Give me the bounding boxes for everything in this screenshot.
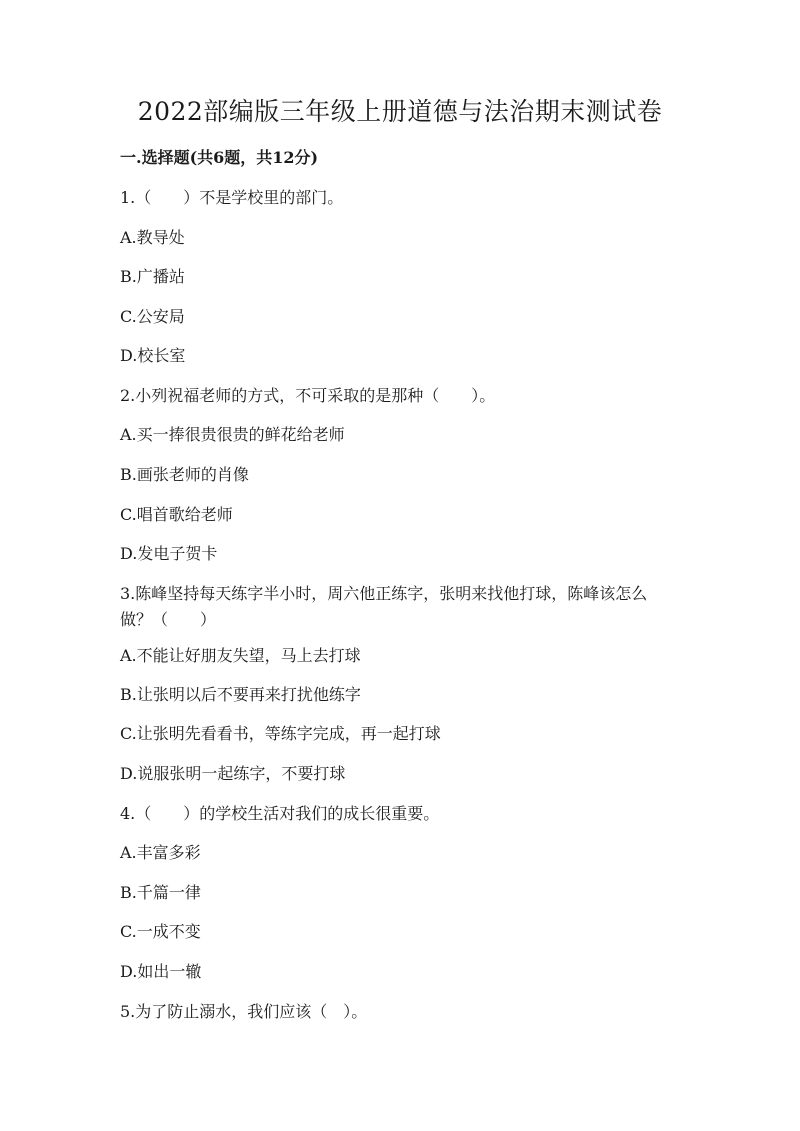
question-2-stem: 2.小列祝福老师的方式，不可采取的是那种（ ）。 xyxy=(120,386,496,405)
question-1-option-c: C.公安局 xyxy=(120,307,185,326)
question-3-option-b: B.让张明以后不要再来打扰他练字 xyxy=(120,685,361,704)
question-2-option-d: D.发电子贺卡 xyxy=(120,544,218,563)
question-4-option-b: B.千篇一律 xyxy=(120,883,201,902)
question-3-stem: 3.陈峰坚持每天练字半小时，周六他正练字，张明来找他打球，陈峰该怎么做？（ ） xyxy=(120,584,648,629)
question-4-option-a: A.丰富多彩 xyxy=(120,843,201,862)
question-2-option-a: A.买一捧很贵很贵的鲜花给老师 xyxy=(120,425,345,444)
question-4-option-d: D.如出一辙 xyxy=(120,962,202,981)
question-3-option-c: C.让张明先看看书，等练字完成，再一起打球 xyxy=(120,724,441,743)
question-3-option-d: D.说服张明一起练字，不要打球 xyxy=(120,764,346,783)
question-3-option-a: A.不能让好朋友失望，马上去打球 xyxy=(120,646,361,665)
question-1-option-d: D.校长室 xyxy=(120,346,186,365)
question-2-option-b: B.画张老师的肖像 xyxy=(120,465,249,484)
question-2-option-c: C.唱首歌给老师 xyxy=(120,505,233,524)
question-4-option-c: C.一成不变 xyxy=(120,922,201,941)
question-5-stem: 5.为了防止溺水，我们应该（ ）。 xyxy=(120,1002,368,1021)
question-1-option-b: B.广播站 xyxy=(120,267,185,286)
section-heading: 一.选择题(共6题，共12分) xyxy=(120,148,319,167)
question-1-stem: 1.（ ）不是学校里的部门。 xyxy=(120,188,344,207)
document-title: 2022部编版三年级上册道德与法治期末测试卷 xyxy=(137,97,663,126)
question-4-stem: 4.（ ）的学校生活对我们的成长很重要。 xyxy=(120,804,440,823)
question-1-option-a: A.教导处 xyxy=(120,228,185,247)
